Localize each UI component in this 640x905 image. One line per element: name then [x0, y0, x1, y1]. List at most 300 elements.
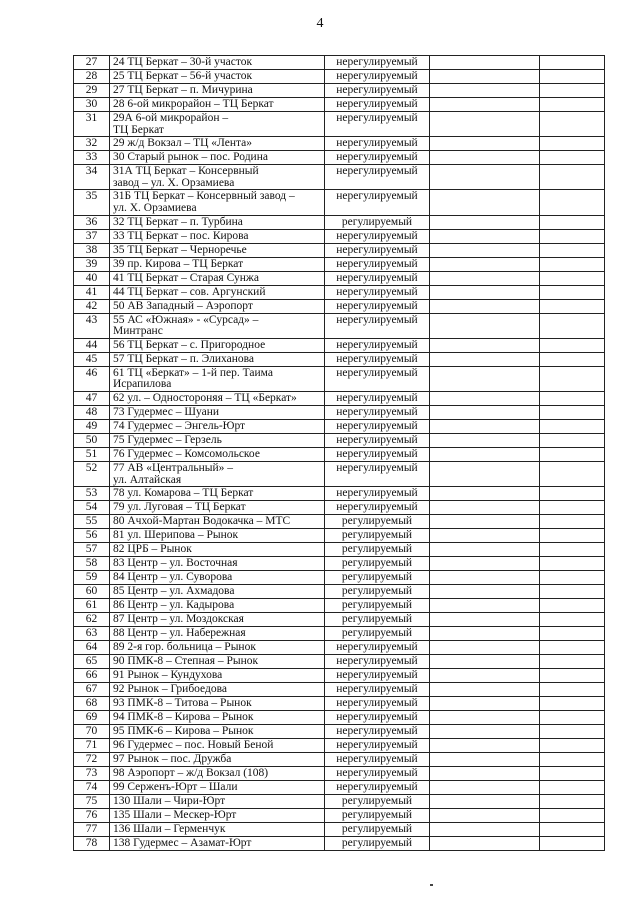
- route-type: нерегулируемый: [325, 725, 430, 739]
- row-number: 78: [74, 837, 110, 851]
- empty-cell: [430, 543, 540, 557]
- route-type: нерегулируемый: [325, 112, 430, 137]
- empty-cell: [540, 285, 605, 299]
- routes-table-body: [74, 56, 605, 851]
- empty-cell: [430, 753, 540, 767]
- table-row: [74, 70, 605, 84]
- table-row: [74, 613, 605, 627]
- route-name: 31Б ТЦ Беркат – Консервный завод – ул. Х. Орзамиева: [110, 190, 325, 215]
- route-name: 29 ж/д Вокзал – ТЦ «Лента»: [110, 137, 325, 151]
- empty-cell: [430, 613, 540, 627]
- route-type: нерегулируемый: [325, 501, 430, 515]
- route-type: регулируемый: [325, 599, 430, 613]
- route-type: нерегулируемый: [325, 391, 430, 405]
- table-row: [74, 543, 605, 557]
- table-row: [74, 285, 605, 299]
- route-name: 82 ЦРБ – Рынок: [110, 543, 325, 557]
- route-name: 32 ТЦ Беркат – п. Турбина: [110, 215, 325, 229]
- row-number: 34: [74, 165, 110, 190]
- route-name: 92 Рынок – Грибоедова: [110, 683, 325, 697]
- table-row: [74, 753, 605, 767]
- empty-cell: [430, 501, 540, 515]
- empty-cell: [540, 112, 605, 137]
- empty-cell: [540, 271, 605, 285]
- table-row: [74, 781, 605, 795]
- empty-cell: [430, 781, 540, 795]
- route-type: нерегулируемый: [325, 243, 430, 257]
- route-name: 89 2-я гор. больница – Рынок: [110, 641, 325, 655]
- empty-cell: [430, 711, 540, 725]
- route-name: 91 Рынок – Кундухова: [110, 669, 325, 683]
- route-name: 33 ТЦ Беркат – пос. Кирова: [110, 229, 325, 243]
- empty-cell: [430, 257, 540, 271]
- route-name: 28 6-ой микрорайон – ТЦ Беркат: [110, 98, 325, 112]
- route-name: 30 Старый рынок – пос. Родина: [110, 151, 325, 165]
- route-type: нерегулируемый: [325, 487, 430, 501]
- table-row: [74, 599, 605, 613]
- empty-cell: [430, 837, 540, 851]
- row-number: 57: [74, 543, 110, 557]
- route-name: 62 ул. – Одностороняя – ТЦ «Беркат»: [110, 391, 325, 405]
- route-type: регулируемый: [325, 215, 430, 229]
- row-number: 50: [74, 433, 110, 447]
- route-name: 87 Центр – ул. Моздокская: [110, 613, 325, 627]
- route-type: нерегулируемый: [325, 299, 430, 313]
- row-number: 60: [74, 585, 110, 599]
- empty-cell: [430, 84, 540, 98]
- page-number: 4: [316, 16, 324, 31]
- row-number: 38: [74, 243, 110, 257]
- empty-cell: [430, 725, 540, 739]
- route-name: 95 ПМК-6 – Кирова – Рынок: [110, 725, 325, 739]
- route-name: 35 ТЦ Беркат – Черноречье: [110, 243, 325, 257]
- table-row: [74, 837, 605, 851]
- route-type: нерегулируемый: [325, 447, 430, 461]
- empty-cell: [430, 809, 540, 823]
- route-name: 61 ТЦ «Беркат» – 1-й пер. Таима Исрапилова: [110, 366, 325, 391]
- empty-cell: [430, 165, 540, 190]
- empty-cell: [430, 338, 540, 352]
- row-number: 29: [74, 84, 110, 98]
- table-row: [74, 795, 605, 809]
- empty-cell: [430, 795, 540, 809]
- empty-cell: [430, 405, 540, 419]
- empty-cell: [430, 433, 540, 447]
- empty-cell: [540, 613, 605, 627]
- route-type: регулируемый: [325, 627, 430, 641]
- route-name: 130 Шали – Чири-Юрт: [110, 795, 325, 809]
- empty-cell: [430, 515, 540, 529]
- route-name: 29А 6-ой микрорайон – ТЦ Беркат: [110, 112, 325, 137]
- route-type: нерегулируемый: [325, 753, 430, 767]
- table-row: [74, 655, 605, 669]
- route-name: 75 Гудермес – Герзель: [110, 433, 325, 447]
- empty-cell: [430, 56, 540, 70]
- empty-cell: [430, 557, 540, 571]
- route-type: нерегулируемый: [325, 683, 430, 697]
- empty-cell: [430, 70, 540, 84]
- row-number: 37: [74, 229, 110, 243]
- empty-cell: [540, 767, 605, 781]
- empty-cell: [540, 243, 605, 257]
- empty-cell: [540, 697, 605, 711]
- empty-cell: [540, 433, 605, 447]
- empty-cell: [540, 781, 605, 795]
- empty-cell: [540, 70, 605, 84]
- empty-cell: [430, 366, 540, 391]
- table-row: [74, 529, 605, 543]
- route-type: регулируемый: [325, 795, 430, 809]
- route-type: нерегулируемый: [325, 669, 430, 683]
- route-type: нерегулируемый: [325, 190, 430, 215]
- empty-cell: [430, 599, 540, 613]
- empty-cell: [540, 257, 605, 271]
- route-type: нерегулируемый: [325, 767, 430, 781]
- row-number: 30: [74, 98, 110, 112]
- row-number: 64: [74, 641, 110, 655]
- empty-cell: [540, 447, 605, 461]
- route-type: регулируемый: [325, 557, 430, 571]
- empty-cell: [540, 557, 605, 571]
- row-number: 66: [74, 669, 110, 683]
- route-name: 93 ПМК-8 – Титова – Рынок: [110, 697, 325, 711]
- empty-cell: [430, 767, 540, 781]
- route-type: нерегулируемый: [325, 338, 430, 352]
- route-type: нерегулируемый: [325, 229, 430, 243]
- empty-cell: [540, 725, 605, 739]
- table-row: [74, 461, 605, 486]
- route-name: 73 Гудермес – Шуани: [110, 405, 325, 419]
- empty-cell: [430, 299, 540, 313]
- table-row: [74, 84, 605, 98]
- route-type: регулируемый: [325, 809, 430, 823]
- route-name: 39 пр. Кирова – ТЦ Беркат: [110, 257, 325, 271]
- route-name: 41 ТЦ Беркат – Старая Сунжа: [110, 271, 325, 285]
- empty-cell: [540, 739, 605, 753]
- row-number: 45: [74, 352, 110, 366]
- empty-cell: [430, 529, 540, 543]
- row-number: 61: [74, 599, 110, 613]
- route-type: нерегулируемый: [325, 137, 430, 151]
- route-name: 55 АС «Южная» - «Сурсад» – Минтранс: [110, 313, 325, 338]
- empty-cell: [430, 190, 540, 215]
- row-number: 35: [74, 190, 110, 215]
- route-name: 76 Гудермес – Комсомольское: [110, 447, 325, 461]
- row-number: 73: [74, 767, 110, 781]
- route-type: нерегулируемый: [325, 56, 430, 70]
- route-name: 31А ТЦ Беркат – Консервный завод – ул. Х. Орзамиева: [110, 165, 325, 190]
- empty-cell: [430, 697, 540, 711]
- empty-cell: [540, 190, 605, 215]
- route-type: нерегулируемый: [325, 641, 430, 655]
- table-row: [74, 165, 605, 190]
- route-type: нерегулируемый: [325, 151, 430, 165]
- table-row: [74, 215, 605, 229]
- empty-cell: [430, 391, 540, 405]
- row-number: 51: [74, 447, 110, 461]
- route-name: 81 ул. Шерипова – Рынок: [110, 529, 325, 543]
- row-number: 53: [74, 487, 110, 501]
- row-number: 76: [74, 809, 110, 823]
- row-number: 77: [74, 823, 110, 837]
- table-row: [74, 405, 605, 419]
- table-row: [74, 190, 605, 215]
- empty-cell: [540, 84, 605, 98]
- route-type: регулируемый: [325, 585, 430, 599]
- route-name: 77 АВ «Центральный» – ул. Алтайская: [110, 461, 325, 486]
- table-row: [74, 501, 605, 515]
- table-row: [74, 299, 605, 313]
- empty-cell: [430, 585, 540, 599]
- empty-cell: [540, 366, 605, 391]
- row-number: 33: [74, 151, 110, 165]
- empty-cell: [430, 627, 540, 641]
- table-row: [74, 697, 605, 711]
- row-number: 71: [74, 739, 110, 753]
- empty-cell: [430, 739, 540, 753]
- route-name: 90 ПМК-8 – Степная – Рынок: [110, 655, 325, 669]
- route-type: регулируемый: [325, 543, 430, 557]
- table-row: [74, 641, 605, 655]
- table-row: [74, 585, 605, 599]
- route-name: 97 Рынок – пос. Дружба: [110, 753, 325, 767]
- empty-cell: [430, 352, 540, 366]
- empty-cell: [540, 669, 605, 683]
- empty-cell: [430, 112, 540, 137]
- empty-cell: [430, 215, 540, 229]
- empty-cell: [430, 669, 540, 683]
- route-type: нерегулируемый: [325, 271, 430, 285]
- empty-cell: [540, 137, 605, 151]
- route-name: 83 Центр – ул. Восточная: [110, 557, 325, 571]
- route-type: нерегулируемый: [325, 405, 430, 419]
- route-type: регулируемый: [325, 837, 430, 851]
- route-type: регулируемый: [325, 571, 430, 585]
- route-type: нерегулируемый: [325, 419, 430, 433]
- table-row: [74, 447, 605, 461]
- route-name: 57 ТЦ Беркат – п. Элиханова: [110, 352, 325, 366]
- route-type: нерегулируемый: [325, 781, 430, 795]
- table-row: [74, 767, 605, 781]
- empty-cell: [430, 151, 540, 165]
- row-number: 44: [74, 338, 110, 352]
- route-type: нерегулируемый: [325, 313, 430, 338]
- empty-cell: [540, 98, 605, 112]
- empty-cell: [540, 419, 605, 433]
- empty-cell: [430, 571, 540, 585]
- route-name: 84 Центр – ул. Суворова: [110, 571, 325, 585]
- row-number: 56: [74, 529, 110, 543]
- route-type: нерегулируемый: [325, 697, 430, 711]
- row-number: 69: [74, 711, 110, 725]
- route-name: 25 ТЦ Беркат – 56-й участок: [110, 70, 325, 84]
- table-row: [74, 515, 605, 529]
- empty-cell: [430, 313, 540, 338]
- empty-cell: [540, 229, 605, 243]
- table-row: [74, 823, 605, 837]
- table-row: [74, 571, 605, 585]
- table-row: [74, 151, 605, 165]
- table-row: [74, 739, 605, 753]
- row-number: 32: [74, 137, 110, 151]
- empty-cell: [540, 627, 605, 641]
- table-row: [74, 243, 605, 257]
- empty-cell: [430, 641, 540, 655]
- row-number: 74: [74, 781, 110, 795]
- row-number: 70: [74, 725, 110, 739]
- table-row: [74, 725, 605, 739]
- empty-cell: [430, 447, 540, 461]
- table-row: [74, 669, 605, 683]
- empty-cell: [540, 352, 605, 366]
- empty-cell: [540, 641, 605, 655]
- route-name: 86 Центр – ул. Кадырова: [110, 599, 325, 613]
- table-row: [74, 98, 605, 112]
- route-type: нерегулируемый: [325, 98, 430, 112]
- route-name: 96 Гудермес – пос. Новый Беной: [110, 739, 325, 753]
- empty-cell: [540, 313, 605, 338]
- route-type: нерегулируемый: [325, 461, 430, 486]
- row-number: 41: [74, 285, 110, 299]
- table-row: [74, 137, 605, 151]
- route-name: 85 Центр – ул. Ахмадова: [110, 585, 325, 599]
- table-row: [74, 391, 605, 405]
- route-name: 99 Серженъ-Юрт – Шали: [110, 781, 325, 795]
- empty-cell: [540, 487, 605, 501]
- table-row: [74, 487, 605, 501]
- route-type: нерегулируемый: [325, 366, 430, 391]
- empty-cell: [540, 501, 605, 515]
- route-name: 80 Ачхой-Мартан Водокачка – МТС: [110, 515, 325, 529]
- table-row: [74, 557, 605, 571]
- row-number: 43: [74, 313, 110, 338]
- routes-table: [73, 55, 605, 851]
- row-number: 52: [74, 461, 110, 486]
- route-name: 78 ул. Комарова – ТЦ Беркат: [110, 487, 325, 501]
- empty-cell: [430, 98, 540, 112]
- route-type: нерегулируемый: [325, 84, 430, 98]
- empty-cell: [540, 461, 605, 486]
- table-row: [74, 711, 605, 725]
- route-name: 56 ТЦ Беркат – с. Пригородное: [110, 338, 325, 352]
- empty-cell: [430, 271, 540, 285]
- row-number: 54: [74, 501, 110, 515]
- empty-cell: [540, 585, 605, 599]
- empty-cell: [540, 543, 605, 557]
- route-type: нерегулируемый: [325, 285, 430, 299]
- empty-cell: [540, 571, 605, 585]
- route-type: регулируемый: [325, 515, 430, 529]
- route-type: регулируемый: [325, 823, 430, 837]
- table-row: [74, 433, 605, 447]
- row-number: 68: [74, 697, 110, 711]
- empty-cell: [430, 655, 540, 669]
- table-row: [74, 809, 605, 823]
- empty-cell: [540, 655, 605, 669]
- route-name: 94 ПМК-8 – Кирова – Рынок: [110, 711, 325, 725]
- table-row: [74, 419, 605, 433]
- table-row: [74, 338, 605, 352]
- row-number: 48: [74, 405, 110, 419]
- empty-cell: [540, 215, 605, 229]
- empty-cell: [430, 419, 540, 433]
- row-number: 59: [74, 571, 110, 585]
- row-number: 27: [74, 56, 110, 70]
- table-row: [74, 683, 605, 697]
- empty-cell: [540, 711, 605, 725]
- row-number: 36: [74, 215, 110, 229]
- route-type: нерегулируемый: [325, 655, 430, 669]
- route-type: нерегулируемый: [325, 433, 430, 447]
- route-type: нерегулируемый: [325, 739, 430, 753]
- table-row: [74, 366, 605, 391]
- table-row: [74, 271, 605, 285]
- route-name: 27 ТЦ Беркат – п. Мичурина: [110, 84, 325, 98]
- row-number: 58: [74, 557, 110, 571]
- row-number: 62: [74, 613, 110, 627]
- empty-cell: [540, 809, 605, 823]
- empty-cell: [430, 285, 540, 299]
- empty-cell: [430, 823, 540, 837]
- route-name: 74 Гудермес – Энгель-Юрт: [110, 419, 325, 433]
- route-type: регулируемый: [325, 529, 430, 543]
- empty-cell: [540, 753, 605, 767]
- table-row: [74, 229, 605, 243]
- row-number: 28: [74, 70, 110, 84]
- empty-cell: [430, 137, 540, 151]
- empty-cell: [540, 405, 605, 419]
- empty-cell: [540, 391, 605, 405]
- row-number: 42: [74, 299, 110, 313]
- row-number: 39: [74, 257, 110, 271]
- row-number: 75: [74, 795, 110, 809]
- row-number: 46: [74, 366, 110, 391]
- route-type: нерегулируемый: [325, 70, 430, 84]
- empty-cell: [540, 837, 605, 851]
- row-number: 31: [74, 112, 110, 137]
- route-type: нерегулируемый: [325, 257, 430, 271]
- empty-cell: [430, 243, 540, 257]
- row-number: 72: [74, 753, 110, 767]
- row-number: 55: [74, 515, 110, 529]
- route-name: 135 Шали – Мескер-Юрт: [110, 809, 325, 823]
- table-row: [74, 627, 605, 641]
- empty-cell: [540, 56, 605, 70]
- empty-cell: [540, 599, 605, 613]
- route-name: 88 Центр – ул. Набережная: [110, 627, 325, 641]
- route-type: нерегулируемый: [325, 711, 430, 725]
- empty-cell: [540, 338, 605, 352]
- route-type: нерегулируемый: [325, 165, 430, 190]
- table-row: [74, 112, 605, 137]
- empty-cell: [430, 487, 540, 501]
- table-row: [74, 257, 605, 271]
- route-name: 138 Гудермес – Азамат-Юрт: [110, 837, 325, 851]
- route-name: 136 Шали – Герменчук: [110, 823, 325, 837]
- route-name: 98 Аэропорт – ж/д Вокзал (108): [110, 767, 325, 781]
- table-row: [74, 313, 605, 338]
- route-name: 24 ТЦ Беркат – 30-й участок: [110, 56, 325, 70]
- empty-cell: [540, 683, 605, 697]
- empty-cell: [540, 529, 605, 543]
- row-number: 49: [74, 419, 110, 433]
- empty-cell: [540, 299, 605, 313]
- empty-cell: [540, 823, 605, 837]
- empty-cell: [430, 229, 540, 243]
- empty-cell: [540, 165, 605, 190]
- empty-cell: [430, 461, 540, 486]
- row-number: 40: [74, 271, 110, 285]
